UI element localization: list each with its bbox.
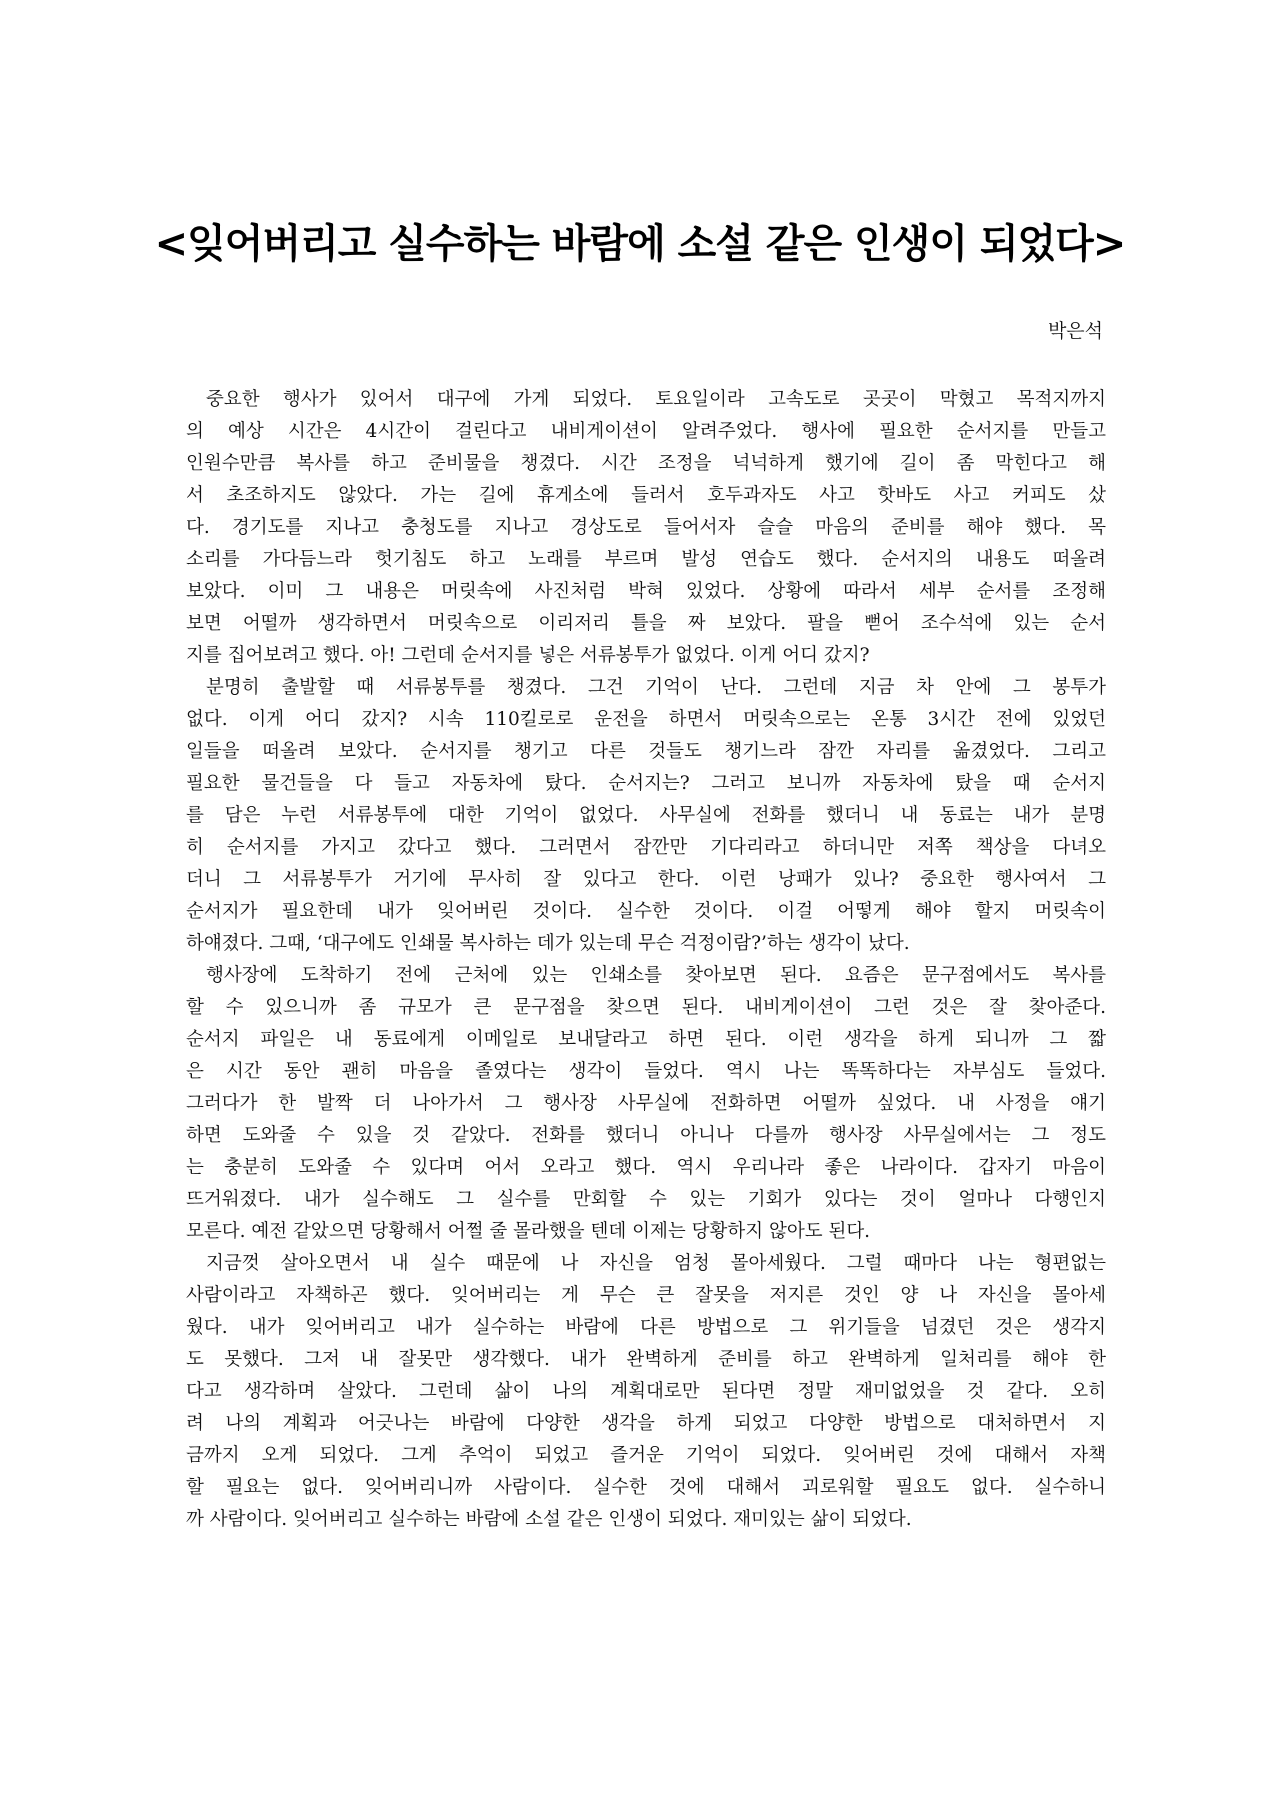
paragraph-line: 사람이라고 자책하곤 했다. 잊어버리는 게 무슨 큰 잘못을 저지른 것인 양 나 자신을 몰아세	[186, 1285, 1106, 1306]
paragraph-line: 분명히 출발할 때 서류봉투를 챙겼다. 그건 기억이 난다. 그런데 지금 차 안에 그 봉투가	[206, 677, 1106, 698]
paragraph-line: 일들을 떠올려 보았다. 순서지를 챙기고 다른 것들도 챙기느라 잠깐 자리를 옮겼었다. 그리고	[186, 741, 1106, 762]
paragraph-line: 보면 어떨까 생각하면서 머릿속으로 이리저리 틀을 짜 보았다. 팔을 뻗어 조수석에 있는 순서	[186, 613, 1106, 634]
paragraph-line: 은 시간 동안 괜히 마음을 졸였다는 생각이 들었다. 역시 나는 똑똑하다는 자부심도 들었다.	[186, 1061, 1106, 1082]
paragraph	[186, 672, 1106, 960]
paragraph-line: 뜨거워졌다. 내가 실수해도 그 실수를 만회할 수 있는 기회가 있다는 것이 얼마나 다행인지	[186, 1189, 1106, 1210]
paragraph-line: 인원수만큼 복사를 하고 준비물을 챙겼다. 시간 조정을 넉넉하게 했기에 길이 좀 막힌다고 해	[186, 453, 1106, 474]
paragraph-line: 소리를 가다듬느라 헛기침도 하고 노래를 부르며 발성 연습도 했다. 순서지의 내용도 떠올려	[186, 549, 1106, 570]
paragraph-line: 할 수 있으니까 좀 규모가 큰 문구점을 찾으면 된다. 내비게이션이 그런 것은 잘 찾아준다.	[186, 997, 1106, 1018]
paragraph-line: 필요한 물건들을 다 들고 자동차에 탔다. 순서지는? 그러고 보니까 자동차에 탔을 때 순서지	[186, 773, 1106, 794]
paragraph-line: 하얘졌다. 그때, ‘대구에도 인쇄물 복사하는 데가 있는데 무슨 걱정이람?’하는 생각이 났다.	[186, 933, 910, 954]
paragraph-line: 웠다. 내가 잊어버리고 내가 실수하는 바람에 다른 방법으로 그 위기들을 넘겼던 것은 생각지	[186, 1317, 1106, 1338]
author-name: 박은석	[1047, 320, 1103, 342]
paragraph-line: 순서지 파일은 내 동료에게 이메일로 보내달라고 하면 된다. 이런 생각을 하게 되니까 그 짧	[186, 1029, 1106, 1050]
paragraph-line: 행사장에 도착하기 전에 근처에 있는 인쇄소를 찾아보면 된다. 요즘은 문구점에서도 복사를	[206, 965, 1106, 986]
paragraph-line: 하면 도와줄 수 있을 것 같았다. 전화를 했더니 아니나 다를까 행사장 사무실에서는 그 정도	[186, 1125, 1106, 1146]
paragraph-line: 금까지 오게 되었다. 그게 추억이 되었고 즐거운 기억이 되었다. 잊어버린 것에 대해서 자책	[186, 1445, 1106, 1466]
paragraph-line: 보았다. 이미 그 내용은 머릿속에 사진처럼 박혀 있었다. 상황에 따라서 세부 순서를 조정해	[186, 581, 1106, 602]
paragraph-line: 다. 경기도를 지나고 충청도를 지나고 경상도로 들어서자 슬슬 마음의 준비를 해야 했다. 목	[186, 517, 1106, 538]
paragraph-line: 히 순서지를 가지고 갔다고 했다. 그러면서 잠깐만 기다리라고 하더니만 저쪽 책상을 다녀오	[186, 837, 1106, 858]
paragraph-line: 지를 집어보려고 했다. 아! 그런데 순서지를 넣은 서류봉투가 없었다. 이게 어디 갔지?	[186, 645, 870, 666]
paragraph-line: 도 못했다. 그저 내 잘못만 생각했다. 내가 완벽하게 준비를 하고 완벽하게 일처리를 해야 한	[186, 1349, 1106, 1370]
paragraph-line: 까 사람이다. 잊어버리고 실수하는 바람에 소설 같은 인생이 되었다. 재미있는 삶이 되었다.	[186, 1509, 912, 1530]
paragraph-line: 서 초조하지도 않았다. 가는 길에 휴게소에 들러서 호두과자도 사고 핫바도 사고 커피도 샀	[186, 485, 1106, 506]
paragraph-line: 의 예상 시간은 4시간이 걸린다고 내비게이션이 알려주었다. 행사에 필요한 순서지를 만들고	[186, 421, 1106, 442]
paragraph	[186, 1248, 1106, 1536]
paragraph-line: 없다. 이게 어디 갔지? 시속 110킬로로 운전을 하면서 머릿속으로는 온통 3시간 전에 있었던	[186, 709, 1106, 730]
paragraph-line: 를 담은 누런 서류봉투에 대한 기억이 없었다. 사무실에 전화를 했더니 내 동료는 내가 분명	[186, 805, 1106, 826]
paragraph-line: 는 충분히 도와줄 수 있다며 어서 오라고 했다. 역시 우리나라 좋은 나라이다. 갑자기 마음이	[186, 1157, 1106, 1178]
paragraph-line: 할 필요는 없다. 잊어버리니까 사람이다. 실수한 것에 대해서 괴로워할 필요도 없다. 실수하니	[186, 1477, 1106, 1498]
paragraph-line: 그러다가 한 발짝 더 나아가서 그 행사장 사무실에 전화하면 어떨까 싶었다. 내 사정을 얘기	[186, 1093, 1106, 1114]
paragraph	[186, 960, 1106, 1248]
paragraph-line: 모른다. 예전 같았으면 당황해서 어쩔 줄 몰라했을 텐데 이제는 당황하지 않아도 된다.	[186, 1221, 871, 1242]
paragraph-line: 다고 생각하며 살았다. 그런데 삶이 나의 계획대로만 된다면 정말 재미없었을 것 같다. 오히	[186, 1381, 1106, 1402]
paragraph-line: 더니 그 서류봉투가 거기에 무사히 잘 있다고 한다. 이런 낭패가 있나? 중요한 행사여서 그	[186, 869, 1106, 890]
paragraph	[186, 384, 1106, 672]
document-body	[186, 384, 1106, 1536]
paragraph-line: 지금껏 살아오면서 내 실수 때문에 나 자신을 엄청 몰아세웠다. 그럴 때마다 나는 형편없는	[206, 1253, 1106, 1274]
document-title: <잊어버리고 실수하는 바람에 소설 같은 인생이 되었다>	[154, 221, 1126, 267]
paragraph-line: 순서지가 필요한데 내가 잊어버린 것이다. 실수한 것이다. 이걸 어떻게 해야 할지 머릿속이	[186, 901, 1106, 922]
paragraph-line: 중요한 행사가 있어서 대구에 가게 되었다. 토요일이라 고속도로 곳곳이 막혔고 목적지까지	[206, 389, 1106, 410]
paragraph-line: 려 나의 계획과 어긋나는 바람에 다양한 생각을 하게 되었고 다양한 방법으로 대처하면서 지	[186, 1413, 1106, 1434]
